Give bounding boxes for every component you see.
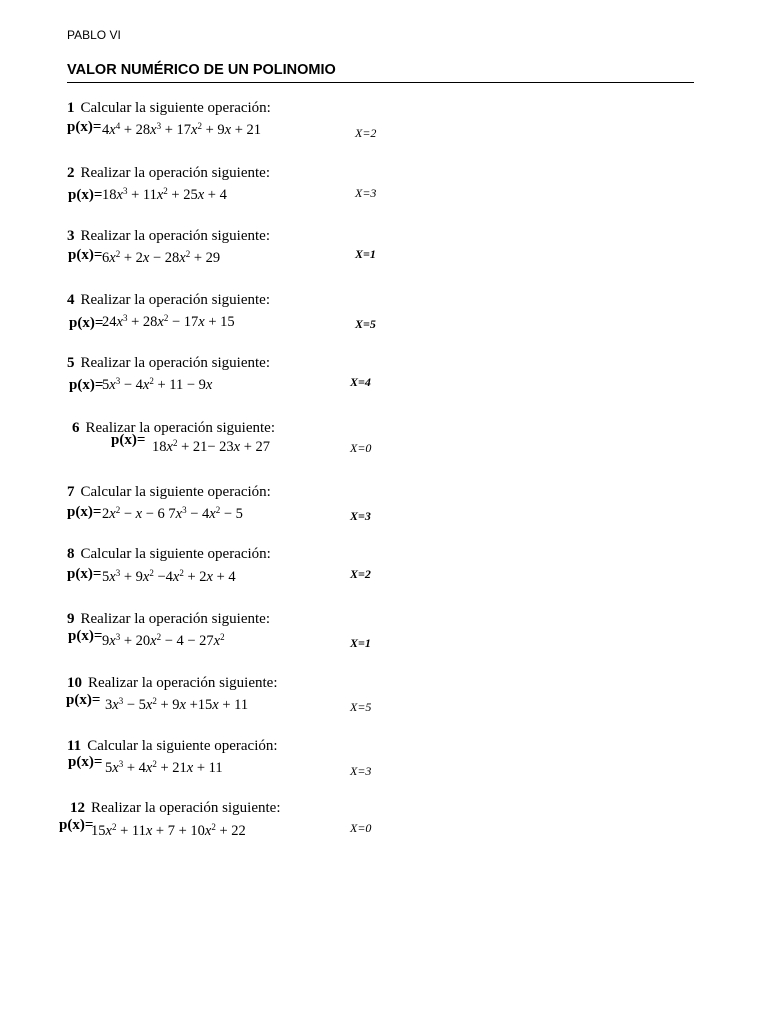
polynomial-expression bbox=[102, 250, 220, 267]
polynomial-label: p(x)= bbox=[67, 566, 102, 582]
variable: x bbox=[175, 506, 183, 522]
problem-number: 10 bbox=[67, 675, 82, 691]
problem-7 bbox=[0, 484, 768, 534]
exponent: 2 bbox=[185, 249, 191, 259]
variable: x bbox=[233, 439, 241, 455]
problem-number: 9 bbox=[67, 611, 75, 627]
exponent: 2 bbox=[172, 438, 178, 448]
term-text: 24 bbox=[102, 314, 117, 330]
polynomial-expression bbox=[102, 122, 261, 139]
term-text: 3 bbox=[105, 697, 113, 713]
exponent: 2 bbox=[149, 568, 154, 578]
problem-instruction: Calcular la siguiente operación: bbox=[80, 546, 271, 562]
problem-number: 5 bbox=[67, 355, 75, 371]
problem-statement bbox=[67, 292, 270, 309]
term-text: + 2 bbox=[183, 569, 207, 585]
exponent: 2 bbox=[215, 505, 221, 515]
variable: x bbox=[212, 697, 219, 713]
x-value: X=1 bbox=[355, 247, 376, 261]
term-text: − 5 bbox=[220, 506, 243, 522]
exponent: 3 bbox=[118, 759, 124, 769]
term-text: +15 bbox=[185, 697, 213, 713]
term-text: + 9 bbox=[120, 569, 143, 585]
exponent: 2 bbox=[115, 249, 121, 259]
polynomial-expression bbox=[105, 697, 248, 714]
term-text: + 11 bbox=[193, 760, 223, 776]
exponent: 3 bbox=[182, 505, 187, 515]
exponent: 2 bbox=[197, 121, 202, 131]
problem-4 bbox=[0, 292, 768, 342]
x-value: X=3 bbox=[355, 186, 377, 200]
variable: x bbox=[109, 506, 116, 522]
variable: x bbox=[205, 377, 213, 393]
problem-number: 7 bbox=[67, 484, 75, 500]
problem-statement bbox=[67, 355, 270, 372]
exponent: 3 bbox=[122, 313, 128, 323]
x-value: X=2 bbox=[350, 567, 371, 581]
problem-statement bbox=[70, 800, 281, 817]
problem-instruction: Realizar la operación siguiente: bbox=[80, 292, 270, 308]
term-text: + 11 bbox=[127, 187, 157, 203]
term-text: 5 bbox=[105, 760, 113, 776]
polynomial-expression bbox=[152, 439, 270, 456]
term-text: + 21 bbox=[231, 122, 261, 138]
problem-number: 2 bbox=[67, 165, 75, 181]
term-text: + 11 bbox=[218, 697, 249, 713]
term-text: + 4 bbox=[123, 760, 146, 776]
variable: x bbox=[156, 187, 164, 203]
polynomial-label: p(x)= bbox=[69, 315, 104, 331]
term-text: − 6 7 bbox=[142, 506, 176, 522]
term-text: + 20 bbox=[120, 633, 151, 649]
term-text: + 7 + 10 bbox=[152, 823, 205, 839]
problem-instruction: Calcular la siguiente operación: bbox=[87, 738, 278, 754]
variable: x bbox=[197, 187, 205, 203]
term-text: + 17 bbox=[161, 122, 191, 138]
polynomial-expression bbox=[102, 187, 227, 204]
polynomial-label: p(x)= bbox=[68, 187, 103, 203]
variable: x bbox=[142, 569, 150, 585]
variable: x bbox=[186, 760, 194, 776]
problem-instruction: Realizar la operación siguiente: bbox=[80, 611, 270, 627]
variable: x bbox=[157, 314, 164, 330]
problem-statement bbox=[67, 484, 271, 501]
term-text: 18 bbox=[102, 187, 117, 203]
exponent: 4 bbox=[115, 121, 121, 131]
problem-statement bbox=[67, 675, 278, 692]
x-value: X=0 bbox=[350, 441, 372, 455]
problem-instruction: Realizar la operación siguiente: bbox=[85, 420, 275, 436]
variable: x bbox=[150, 122, 157, 138]
variable: x bbox=[112, 760, 119, 776]
polynomial-label: p(x)= bbox=[111, 432, 146, 448]
problem-statement bbox=[67, 100, 271, 117]
variable: x bbox=[179, 697, 186, 713]
term-text: + 28 bbox=[120, 122, 151, 138]
term-text: + 4 bbox=[204, 187, 227, 203]
x-value: X=4 bbox=[350, 375, 371, 389]
exponent: 2 bbox=[211, 822, 216, 832]
problem-number: 1 bbox=[67, 100, 75, 116]
term-text: − bbox=[120, 506, 136, 522]
variable: x bbox=[213, 633, 221, 649]
variable: x bbox=[145, 760, 153, 776]
variable: x bbox=[179, 250, 186, 266]
problem-9 bbox=[0, 611, 768, 661]
problem-8 bbox=[0, 546, 768, 596]
problem-number: 11 bbox=[67, 738, 82, 754]
polynomial-expression bbox=[102, 377, 212, 394]
problem-5 bbox=[0, 355, 768, 405]
term-text: 18 bbox=[152, 439, 167, 455]
problem-statement bbox=[67, 228, 270, 245]
exponent: 2 bbox=[163, 313, 169, 323]
term-text: + 22 bbox=[215, 823, 246, 839]
term-text: 4 bbox=[102, 122, 110, 138]
problem-11 bbox=[0, 738, 768, 788]
term-text: + 29 bbox=[190, 250, 221, 266]
exponent: 2 bbox=[111, 822, 117, 832]
polynomial-label: p(x)= bbox=[67, 504, 102, 520]
variable: x bbox=[109, 377, 116, 393]
exponent: 2 bbox=[152, 696, 157, 706]
problem-instruction: Realizar la operación siguiente: bbox=[80, 228, 270, 244]
polynomial-label: p(x)= bbox=[67, 119, 102, 135]
problem-number: 4 bbox=[67, 292, 75, 308]
variable: x bbox=[142, 377, 150, 393]
problem-instruction: Realizar la operación siguiente: bbox=[91, 800, 281, 816]
problem-number: 8 bbox=[67, 546, 75, 562]
x-value: X=1 bbox=[350, 636, 371, 650]
term-text: + 25 bbox=[167, 187, 198, 203]
exponent: 2 bbox=[152, 759, 157, 769]
exponent: 3 bbox=[115, 632, 121, 642]
variable: x bbox=[109, 122, 116, 138]
term-text: 9 bbox=[102, 633, 110, 649]
term-text: + 15 bbox=[204, 314, 235, 330]
exponent: 2 bbox=[163, 186, 168, 196]
variable: x bbox=[224, 122, 232, 138]
term-text: − 4 bbox=[120, 377, 143, 393]
variable: x bbox=[109, 569, 116, 585]
variable: x bbox=[112, 697, 119, 713]
variable: x bbox=[191, 122, 198, 138]
polynomial-expression bbox=[102, 569, 236, 586]
term-text: + 9 bbox=[201, 122, 225, 138]
exponent: 3 bbox=[156, 121, 162, 131]
term-text: −4 bbox=[153, 569, 173, 585]
term-text: 5 bbox=[102, 569, 110, 585]
variable: x bbox=[145, 697, 153, 713]
term-text: + 9 bbox=[156, 697, 180, 713]
term-text: − 5 bbox=[123, 697, 146, 713]
term-text: + 11 − 9 bbox=[153, 377, 206, 393]
x-value: X=0 bbox=[350, 821, 372, 835]
polynomial-label: p(x)= bbox=[68, 247, 103, 263]
term-text: 2 bbox=[102, 506, 110, 522]
variable: x bbox=[109, 633, 116, 649]
x-value: X=3 bbox=[350, 509, 371, 523]
polynomial-label: p(x)= bbox=[69, 377, 104, 393]
problem-instruction: Realizar la operación siguiente: bbox=[88, 675, 278, 691]
problem-statement bbox=[72, 420, 275, 437]
polynomial-expression bbox=[102, 506, 243, 523]
problem-statement bbox=[67, 611, 270, 628]
problem-1 bbox=[0, 100, 768, 150]
variable: x bbox=[206, 569, 213, 585]
variable: x bbox=[142, 250, 150, 266]
exponent: 2 bbox=[220, 632, 225, 642]
polynomial-expression bbox=[91, 823, 246, 840]
polynomial-expression bbox=[102, 314, 235, 331]
term-text: + 11 bbox=[116, 823, 146, 839]
polynomial-label: p(x)= bbox=[68, 628, 103, 644]
variable: x bbox=[116, 187, 123, 203]
variable: x bbox=[209, 506, 216, 522]
problem-statement bbox=[67, 165, 270, 182]
exponent: 2 bbox=[115, 505, 121, 515]
term-text: + 27 bbox=[240, 439, 271, 455]
problem-statement bbox=[67, 738, 278, 755]
variable: x bbox=[116, 314, 123, 330]
polynomial-expression bbox=[102, 633, 225, 650]
term-text: + 21− 23 bbox=[177, 439, 234, 455]
variable: x bbox=[198, 314, 205, 330]
term-text: + 4 bbox=[212, 569, 236, 585]
exponent: 3 bbox=[122, 186, 128, 196]
term-text: − 4 − 27 bbox=[161, 633, 214, 649]
term-text: + 21 bbox=[156, 760, 187, 776]
variable: x bbox=[135, 506, 143, 522]
problem-number: 6 bbox=[72, 420, 80, 436]
x-value: X=5 bbox=[350, 700, 372, 714]
variable: x bbox=[204, 823, 212, 839]
problem-instruction: Calcular la siguiente operación: bbox=[80, 484, 271, 500]
term-text: − 28 bbox=[149, 250, 180, 266]
term-text: 15 bbox=[91, 823, 106, 839]
problem-instruction: Calcular la siguiente operación: bbox=[80, 100, 271, 116]
exponent: 2 bbox=[179, 568, 184, 578]
exponent: 2 bbox=[149, 376, 154, 386]
exponent: 3 bbox=[118, 696, 124, 706]
problem-instruction: Realizar la operación siguiente: bbox=[80, 165, 270, 181]
problem-number: 12 bbox=[70, 800, 85, 816]
term-text: − 17 bbox=[168, 314, 199, 330]
variable: x bbox=[150, 633, 157, 649]
problem-6 bbox=[0, 420, 768, 470]
exponent: 2 bbox=[156, 632, 162, 642]
problem-instruction: Realizar la operación siguiente: bbox=[80, 355, 270, 371]
x-value: X=5 bbox=[355, 317, 376, 331]
term-text: 6 bbox=[102, 250, 110, 266]
exponent: 3 bbox=[115, 376, 121, 386]
variable: x bbox=[105, 823, 112, 839]
term-text: + 28 bbox=[127, 314, 158, 330]
school-header: PABLO VI bbox=[67, 28, 121, 42]
page-title: VALOR NUMÉRICO DE UN POLINOMIO bbox=[67, 62, 336, 78]
exponent: 3 bbox=[115, 568, 121, 578]
polynomial-label: p(x)= bbox=[66, 692, 101, 708]
problem-12 bbox=[0, 800, 768, 850]
variable: x bbox=[145, 823, 153, 839]
problem-10 bbox=[0, 675, 768, 725]
term-text: 5 bbox=[102, 377, 110, 393]
variable: x bbox=[109, 250, 116, 266]
polynomial-expression bbox=[105, 760, 223, 777]
variable: x bbox=[172, 569, 180, 585]
term-text: − 4 bbox=[186, 506, 210, 522]
variable: x bbox=[166, 439, 173, 455]
polynomial-label: p(x)= bbox=[59, 817, 94, 833]
problem-number: 3 bbox=[67, 228, 75, 244]
problem-3 bbox=[0, 228, 768, 278]
problem-2 bbox=[0, 165, 768, 215]
problem-statement bbox=[67, 546, 271, 563]
polynomial-label: p(x)= bbox=[68, 754, 103, 770]
x-value: X=2 bbox=[355, 126, 377, 140]
x-value: X=3 bbox=[350, 764, 372, 778]
term-text: + 2 bbox=[120, 250, 143, 266]
